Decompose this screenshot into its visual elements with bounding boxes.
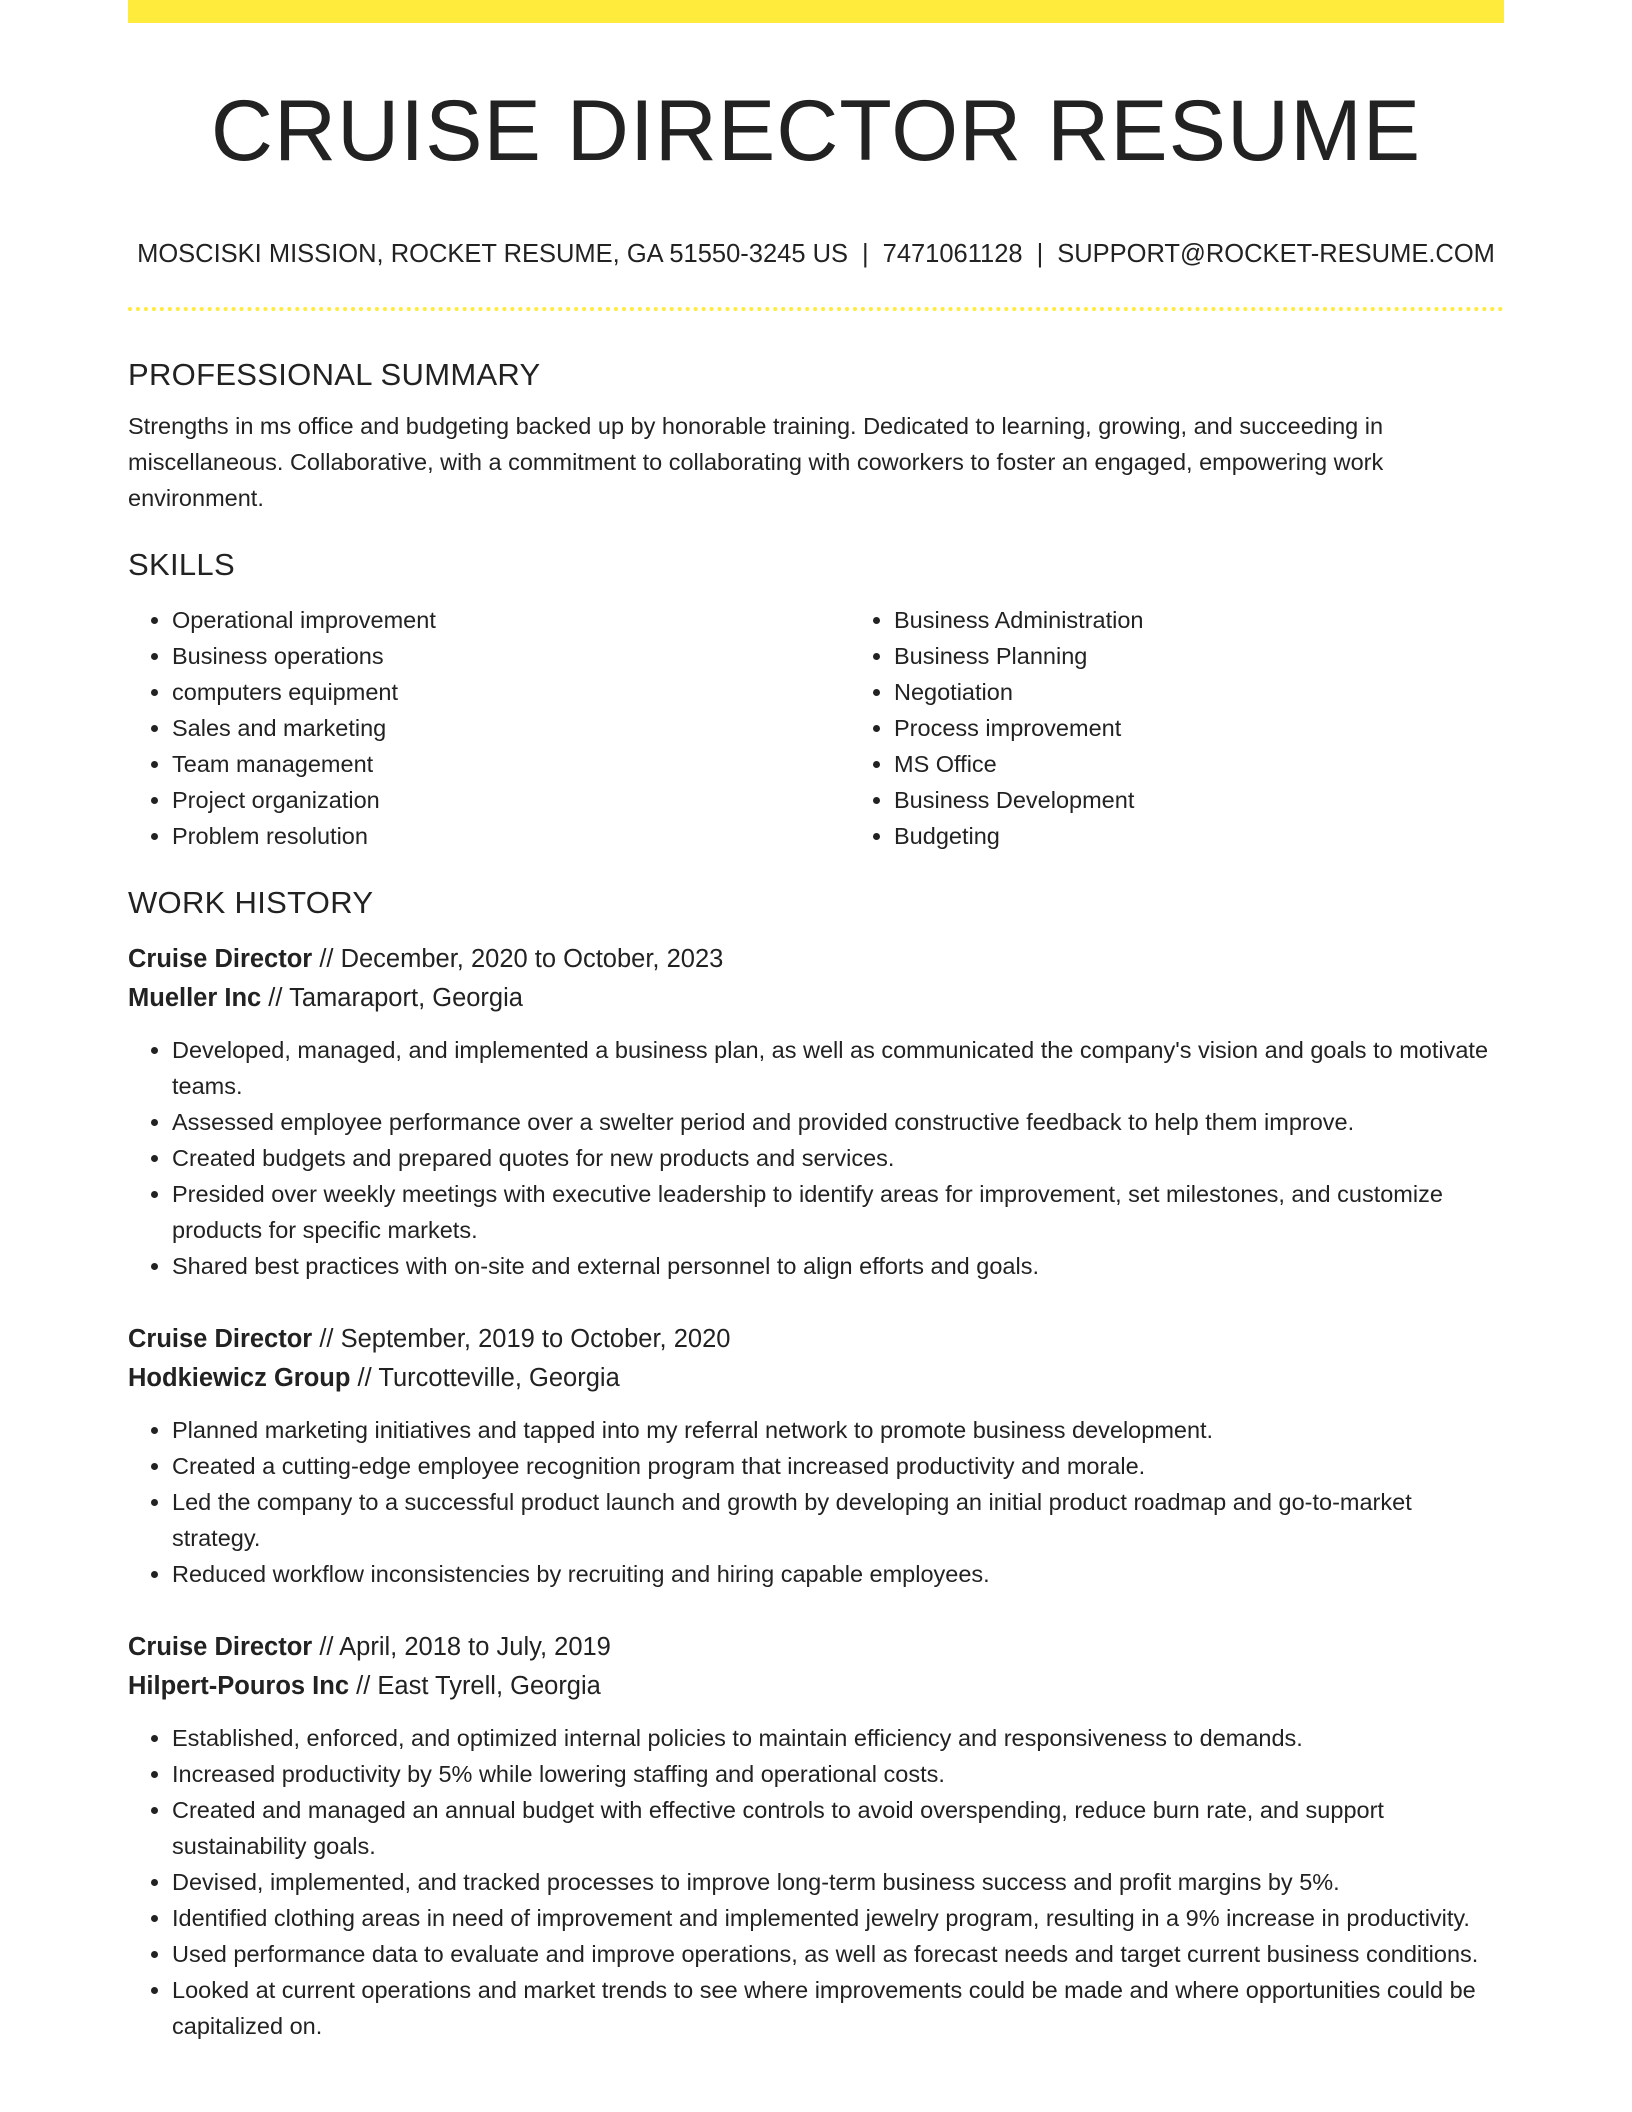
- job-entry: [128, 1320, 1504, 1592]
- section-heading-work: WORK HISTORY: [128, 885, 374, 920]
- job-title-line: [128, 940, 1504, 979]
- job-divider: //: [350, 1364, 379, 1392]
- resume-content: [128, 352, 1504, 2044]
- skill-item: • Business Development: [894, 782, 1572, 818]
- job-bullet: • Established, enforced, and optimized internal policies to maintain efficiency and responsiveness to demands.: [172, 1720, 1504, 1756]
- job-bullet: • Reduced workflow inconsistencies by recruiting and hiring capable employees.: [172, 1556, 1504, 1592]
- skill-item: • MS Office: [894, 746, 1572, 782]
- job-list: [128, 940, 1504, 2044]
- contact-address: MOSCISKI MISSION, ROCKET RESUME, GA 51550-3245 US: [137, 240, 849, 268]
- accent-top-bar: [128, 0, 1504, 23]
- job-bullet: • Created a cutting-edge employee recognition program that increased productivity and morale.: [172, 1448, 1504, 1484]
- contact-phone[interactable]: 7471061128: [882, 240, 1023, 268]
- job-bullets: [128, 1720, 1504, 2044]
- job-bullets: [128, 1412, 1504, 1592]
- section-heading-summary: PROFESSIONAL SUMMARY: [128, 357, 541, 392]
- job-divider: //: [312, 1325, 341, 1353]
- skill-item: • Operational improvement: [172, 602, 850, 638]
- job-title: Cruise Director: [128, 1633, 313, 1661]
- work-history-section: [128, 880, 1504, 2044]
- job-divider: //: [312, 1633, 340, 1661]
- job-title: Cruise Director: [128, 945, 313, 973]
- skill-item: • Team management: [172, 746, 850, 782]
- skills-list-left: [128, 602, 850, 854]
- job-bullets: [128, 1032, 1504, 1284]
- skill-item: • Budgeting: [894, 818, 1572, 854]
- section-heading-skills: SKILLS: [128, 547, 235, 582]
- skills-columns: [128, 602, 1504, 854]
- job-location: Turcotteville, Georgia: [378, 1364, 620, 1392]
- job-location: Tamaraport, Georgia: [289, 984, 523, 1012]
- job-bullet: • Looked at current operations and market trends to see where improvements could be made and where opportunities could be capitalized on.: [172, 1972, 1504, 2044]
- job-bullet: • Used performance data to evaluate and improve operations, as well as forecast needs and target current business conditions.: [172, 1936, 1504, 1972]
- job-dates: September, 2019 to October, 2020: [340, 1325, 731, 1353]
- job-entry: [128, 940, 1504, 1284]
- job-company: Mueller Inc: [128, 984, 262, 1012]
- skill-item: • Business Planning: [894, 638, 1572, 674]
- skills-list-right: [850, 602, 1572, 854]
- job-location: East Tyrell, Georgia: [377, 1672, 601, 1700]
- job-entry: [128, 1628, 1504, 2044]
- skill-item: • Negotiation: [894, 674, 1572, 710]
- job-title-line: [128, 1628, 1504, 1667]
- job-bullet: • Developed, managed, and implemented a business plan, as well as communicated the company's vision and goals to motivate teams.: [172, 1032, 1504, 1104]
- job-divider: //: [312, 945, 341, 973]
- job-bullet: • Created budgets and prepared quotes for new products and services.: [172, 1140, 1504, 1176]
- skill-item: • Business operations: [172, 638, 850, 674]
- job-title-line: [128, 1320, 1504, 1359]
- contact-line: [128, 236, 1504, 272]
- skill-item: • Sales and marketing: [172, 710, 850, 746]
- job-divider: //: [261, 984, 290, 1012]
- skills-section: [128, 542, 1504, 854]
- skill-item: • computers equipment: [172, 674, 850, 710]
- job-dates: April, 2018 to July, 2019: [339, 1633, 611, 1661]
- skill-item: • Business Administration: [894, 602, 1572, 638]
- job-dates: December, 2020 to October, 2023: [340, 945, 724, 973]
- skill-item: • Problem resolution: [172, 818, 850, 854]
- job-title: Cruise Director: [128, 1325, 313, 1353]
- resume-title: CRUISE DIRECTOR RESUME: [210, 83, 1422, 179]
- job-company: Hodkiewicz Group: [128, 1364, 351, 1392]
- job-bullet: • Increased productivity by 5% while lowering staffing and operational costs.: [172, 1756, 1504, 1792]
- skill-item: • Project organization: [172, 782, 850, 818]
- job-company: Hilpert-Pouros Inc: [128, 1672, 350, 1700]
- job-bullet: • Identified clothing areas in need of improvement and implemented jewelry program, resulting in a 9% increase in productivity.: [172, 1900, 1504, 1936]
- job-company-line: [128, 1667, 1504, 1706]
- job-company-line: [128, 979, 1504, 1018]
- job-bullet: • Led the company to a successful product launch and growth by developing an initial product roadmap and go-to-market strategy.: [172, 1484, 1504, 1556]
- job-bullet: • Created and managed an annual budget with effective controls to avoid overspending, reduce burn rate, and support sustainability goals.: [172, 1792, 1504, 1864]
- summary-text: Strengths in ms office and budgeting backed up by honorable training. Dedicated to learning, growing, and succeeding in miscellaneous. Collaborative, with a commitment to collaborating with coworkers to foster an engaged, empowering work environment.: [128, 413, 1384, 511]
- job-bullet: • Shared best practices with on-site and external personnel to align efforts and goals.: [172, 1248, 1504, 1284]
- job-bullet: • Devised, implemented, and tracked processes to improve long-term business success and profit margins by 5%.: [172, 1864, 1504, 1900]
- job-bullet: • Planned marketing initiatives and tapped into my referral network to promote business development.: [172, 1412, 1504, 1448]
- dotted-divider: [128, 307, 1504, 311]
- contact-email[interactable]: SUPPORT@ROCKET-RESUME.COM: [1057, 240, 1495, 268]
- contact-separator: |: [1036, 240, 1044, 268]
- job-bullet: • Presided over weekly meetings with executive leadership to identify areas for improvement, set milestones, and customize products for specific markets.: [172, 1176, 1504, 1248]
- job-divider: //: [349, 1672, 378, 1700]
- contact-separator: |: [862, 240, 869, 268]
- skill-item: • Process improvement: [894, 710, 1572, 746]
- job-company-line: [128, 1359, 1504, 1398]
- professional-summary-section: [128, 352, 1504, 516]
- job-bullet: • Assessed employee performance over a swelter period and provided constructive feedback to help them improve.: [172, 1104, 1504, 1140]
